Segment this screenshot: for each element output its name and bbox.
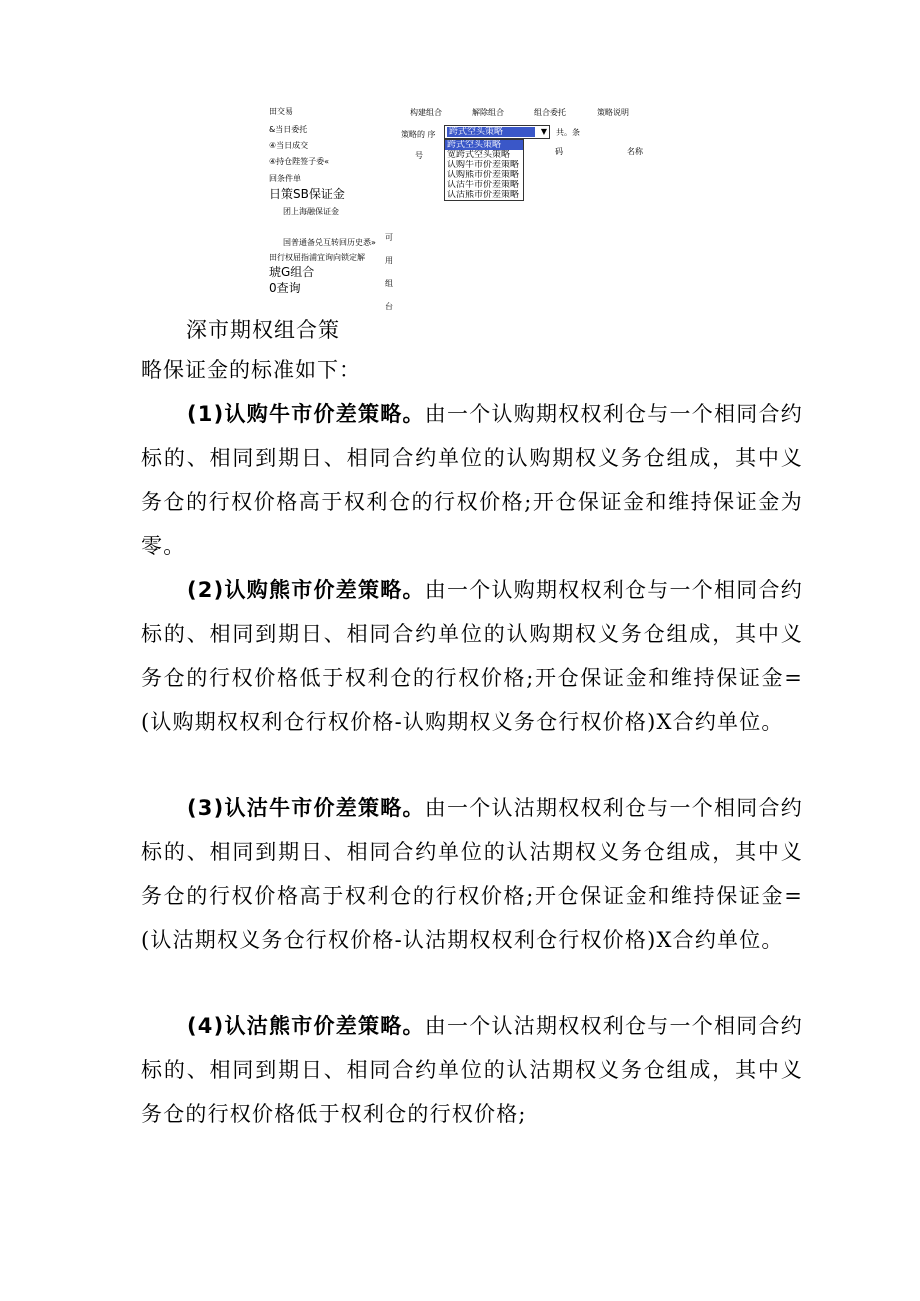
- sidebar-item-exercise-query[interactable]: 田行权屈指浦宜询向锁定解: [269, 253, 365, 262]
- dropdown-option[interactable]: 认购牛市价差策略: [447, 160, 520, 170]
- sidebar-item-today-orders[interactable]: &当日委托: [269, 125, 308, 134]
- available-combo-label: 可 用 组 台: [385, 233, 393, 311]
- sidebar-item-positions[interactable]: ④持仓陛签子委«: [269, 157, 330, 166]
- sidebar-item-conditional-orders[interactable]: 回条件单: [269, 174, 301, 183]
- sidebar-item-trade[interactable]: 田交易: [269, 107, 293, 116]
- name-label: 名称: [627, 147, 643, 156]
- dropdown-option[interactable]: 宽跨式空头策略: [447, 150, 511, 160]
- tab-strategy-info[interactable]: 策略说明: [597, 108, 629, 117]
- item-text: 由一个认购期权权利仓与一个相同合约标的、相同到期日、相同合约单位的认购期权义务仓组成，其中义务仓的行权价格高于权利仓的行权价格;开仓保证金和维持保证金为零。: [141, 402, 803, 558]
- item-heading: (4)认沽熊市价差策略。: [187, 1014, 425, 1038]
- strategy-select[interactable]: [444, 125, 550, 139]
- item-heading: (2)认购熊市价差策略。: [187, 578, 425, 602]
- item-heading: (3)认沽牛市价差策略。: [187, 796, 425, 820]
- seq-label: 号: [415, 151, 423, 160]
- dropdown-option[interactable]: 认沽熊市价差策略: [447, 190, 520, 200]
- strategy-item-4: [141, 1004, 803, 1136]
- dropdown-option[interactable]: 跨式空头策略: [445, 140, 523, 150]
- strategy-item-2: [141, 568, 803, 744]
- strategy-dropdown[interactable]: [444, 139, 524, 201]
- tab-release-combo[interactable]: 解除组合: [472, 108, 504, 117]
- tab-build-combo[interactable]: 构建组合: [410, 108, 442, 117]
- tab-combo-order[interactable]: 组合委托: [534, 108, 566, 117]
- strategy-label: 策略的 序: [401, 130, 436, 139]
- sidebar-item-combo[interactable]: 琥G组合: [269, 265, 315, 279]
- sidebar-item-today-deals[interactable]: ④当日成交: [269, 141, 309, 150]
- sidebar-item-margin[interactable]: 日策SB保证金: [269, 187, 345, 201]
- sidebar-item-query[interactable]: 0查询: [269, 281, 301, 295]
- strategy-item-3: [141, 786, 803, 962]
- code-label: 码: [555, 147, 563, 156]
- strategy-select-value: 跨式空头策略: [447, 127, 535, 137]
- sidebar-item-covered-history[interactable]: 国普通备兑互转回历史悉»: [283, 238, 376, 247]
- doc-title-line2: 略保证金的标准如下：: [141, 358, 361, 382]
- dropdown-option[interactable]: 认沽牛市价差策略: [447, 180, 520, 190]
- item-text: 由一个认购期权权利仓与一个相同合约标的、相同到期日、相同合约单位的认购期权义务仓组成，其中义务仓的行权价格低于权利仓的行权价格;开仓保证金和维持保证金=(认购期权权利仓行权价格-认购期权义务仓行权价格)X合约单位。: [141, 578, 803, 734]
- item-text: 由一个认沽期权权利仓与一个相同合约标的、相同到期日、相同合约单位的认沽期权义务仓组成，其中义务仓的行权价格低于权利仓的行权价格;: [141, 1014, 803, 1126]
- sidebar-item-sh-margin[interactable]: 团上海融保证金: [283, 207, 339, 216]
- doc-title-line1: 深市期权组合策: [186, 318, 340, 342]
- strategy-item-1: [141, 392, 803, 568]
- chevron-down-icon[interactable]: ▼: [540, 127, 547, 136]
- dropdown-option[interactable]: 认购熊市价差策略: [447, 170, 520, 180]
- item-heading: (1)认购牛市价差策略。: [187, 402, 425, 426]
- item-text: 由一个认沽期权权利仓与一个相同合约标的、相同到期日、相同合约单位的认沽期权义务仓组成，其中义务仓的行权价格高于权利仓的行权价格;开仓保证金和维持保证金=(认沽期权义务仓行权价格-认沽期权权利仓行权价格)X合约单位。: [141, 796, 803, 952]
- count-label: 共。条: [556, 128, 580, 137]
